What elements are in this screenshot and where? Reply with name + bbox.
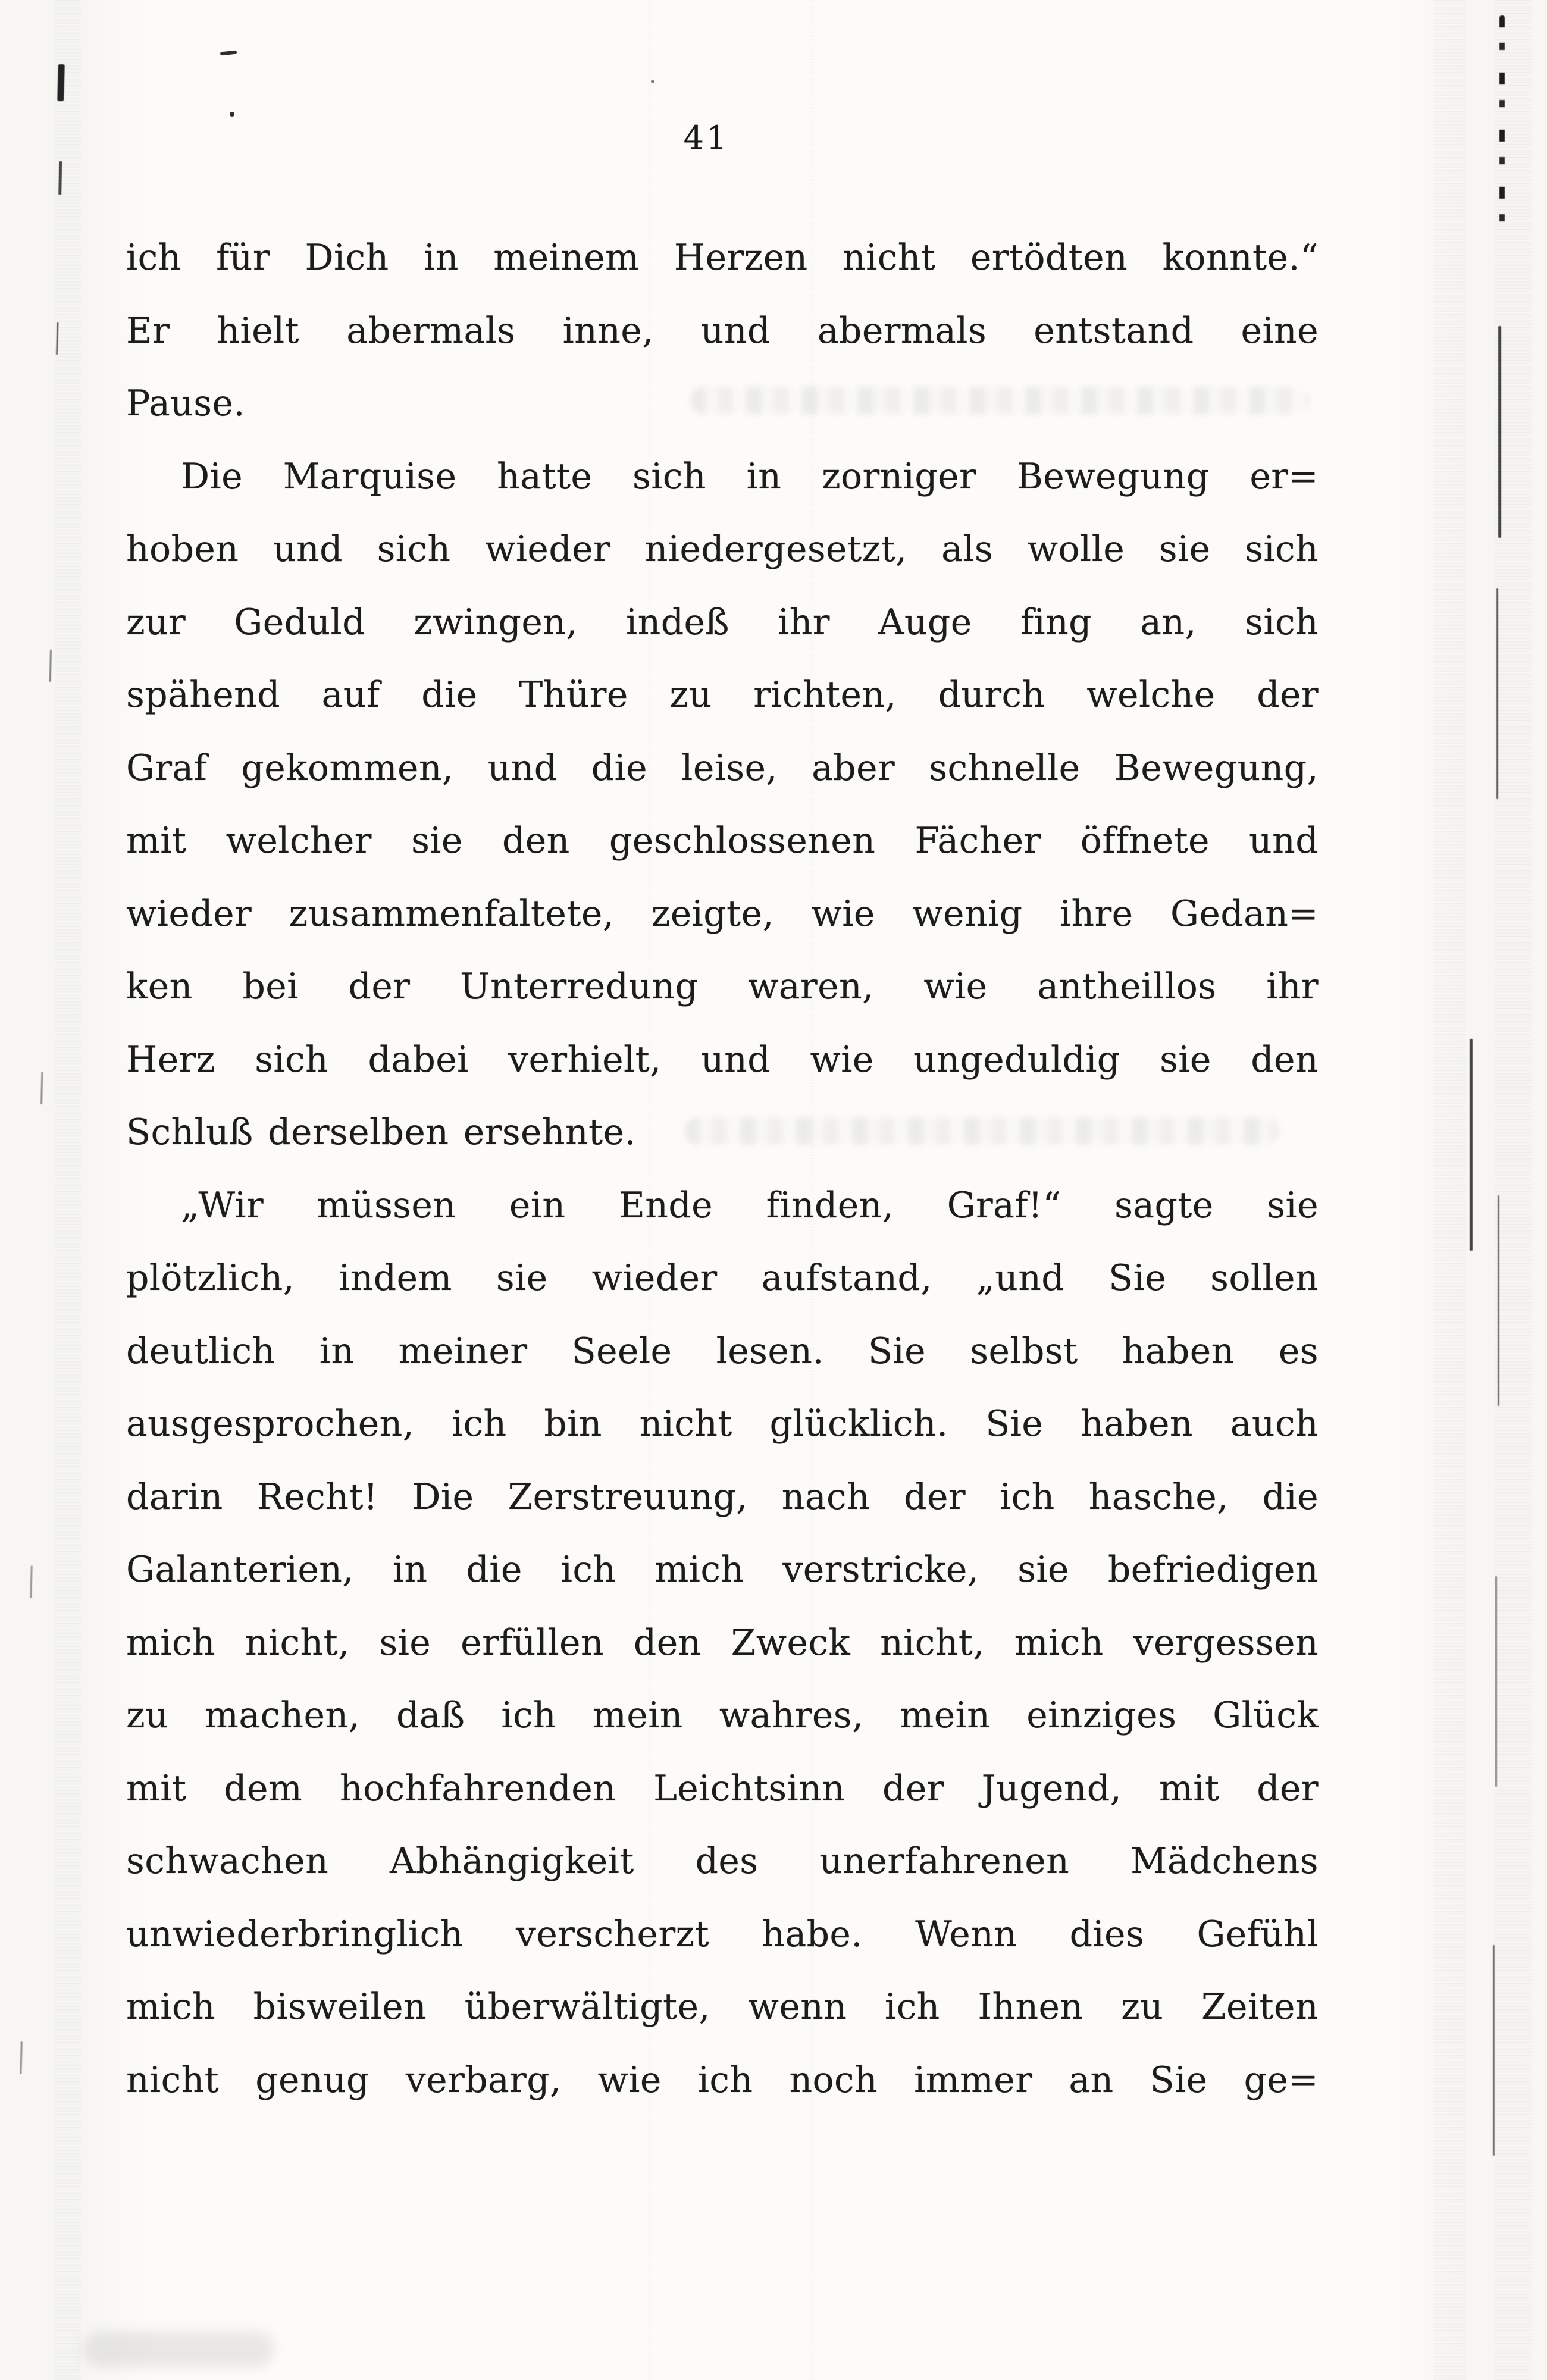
text-line: deutlich in meiner Seele lesen. Sie selbst haben es (126, 1330, 1319, 1372)
text-line: zur Geduld zwingen, indeß ihr Auge fing an, sich (126, 601, 1319, 643)
scan-artifact-right-dashes (1499, 15, 1505, 230)
text-line: „Wir müssen ein Ende finden, Graf!“ sagte sie (181, 1184, 1319, 1226)
text-line: mit welcher sie den geschlossenen Fächer öffnete und (126, 820, 1319, 862)
text-line: zu machen, daß ich mein wahres, mein einziges Glück (126, 1695, 1319, 1736)
text-line: Pause. (126, 383, 245, 424)
scan-artifact-right-stripe-1 (1433, 0, 1466, 2380)
text-line: Galanterien, in die ich mich verstricke, sie befriedigen (126, 1549, 1319, 1590)
scan-artifact-corner-shadow (83, 2331, 274, 2367)
text-line: ausgesprochen, ich bin nicht glücklich. Sie haben auch (126, 1403, 1319, 1445)
text-line: darin Recht! Die Zerstreuung, nach der ich hasche, die (126, 1476, 1319, 1518)
text-line: mit dem hochfahrenden Leichtsinn der Jugend, mit der (126, 1767, 1319, 1809)
text-line: Graf gekommen, und die leise, aber schnelle Bewegung, (126, 747, 1319, 789)
text-line: mich bisweilen überwältigte, wenn ich Ihnen zu Zeiten (126, 1986, 1319, 2028)
scan-artifact-left-gutter-stripe (55, 0, 81, 2380)
scan-artifact-dot-speck-2 (651, 80, 654, 83)
text-line: nicht genug verbarg, wie ich noch immer an Sie ge= (126, 2059, 1319, 2101)
text-line: Schluß derselben ersehnte. (126, 1111, 636, 1153)
text-line: Er hielt abermals inne, und abermals entstand eine (126, 309, 1319, 352)
text-line: hoben und sich wieder niedergesetzt, als wolle sie sich (126, 528, 1319, 570)
scan-artifact-right-stripe-2 (1495, 0, 1532, 2380)
page-text (126, 221, 1319, 2116)
text-line: spähend auf die Thüre zu richten, durch welche der (126, 674, 1319, 716)
text-line: wieder zusammenfaltete, zeigte, wie wenig ihre Gedan= (126, 892, 1319, 935)
text-line: plötzlich, indem sie wieder aufstand, „und Sie sollen (126, 1257, 1319, 1299)
page-number: 41 (683, 119, 729, 156)
text-line: mich nicht, sie erfüllen den Zweck nicht, mich vergessen (126, 1621, 1319, 1664)
scan-artifact-gutter-mark (57, 64, 65, 101)
text-line: Herz sich dabei verhielt, und wie ungeduldig sie den (126, 1038, 1319, 1081)
scan-artifact-dot-speck-1 (230, 112, 234, 117)
text-line: schwachen Abhängigkeit des unerfahrenen Mädchens (126, 1840, 1319, 1882)
text-line: unwiederbringlich verscherzt habe. Wenn dies Gefühl (126, 1913, 1319, 1955)
text-line: ich für Dich in meinem Herzen nicht ertödten konnte.“ (126, 237, 1319, 278)
text-line: ken bei der Unterredung waren, wie antheillos ihr (126, 966, 1319, 1007)
text-line: Die Marquise hatte sich in zorniger Bewegung er= (181, 455, 1319, 497)
scan-artifact-dash-speck (220, 51, 237, 56)
